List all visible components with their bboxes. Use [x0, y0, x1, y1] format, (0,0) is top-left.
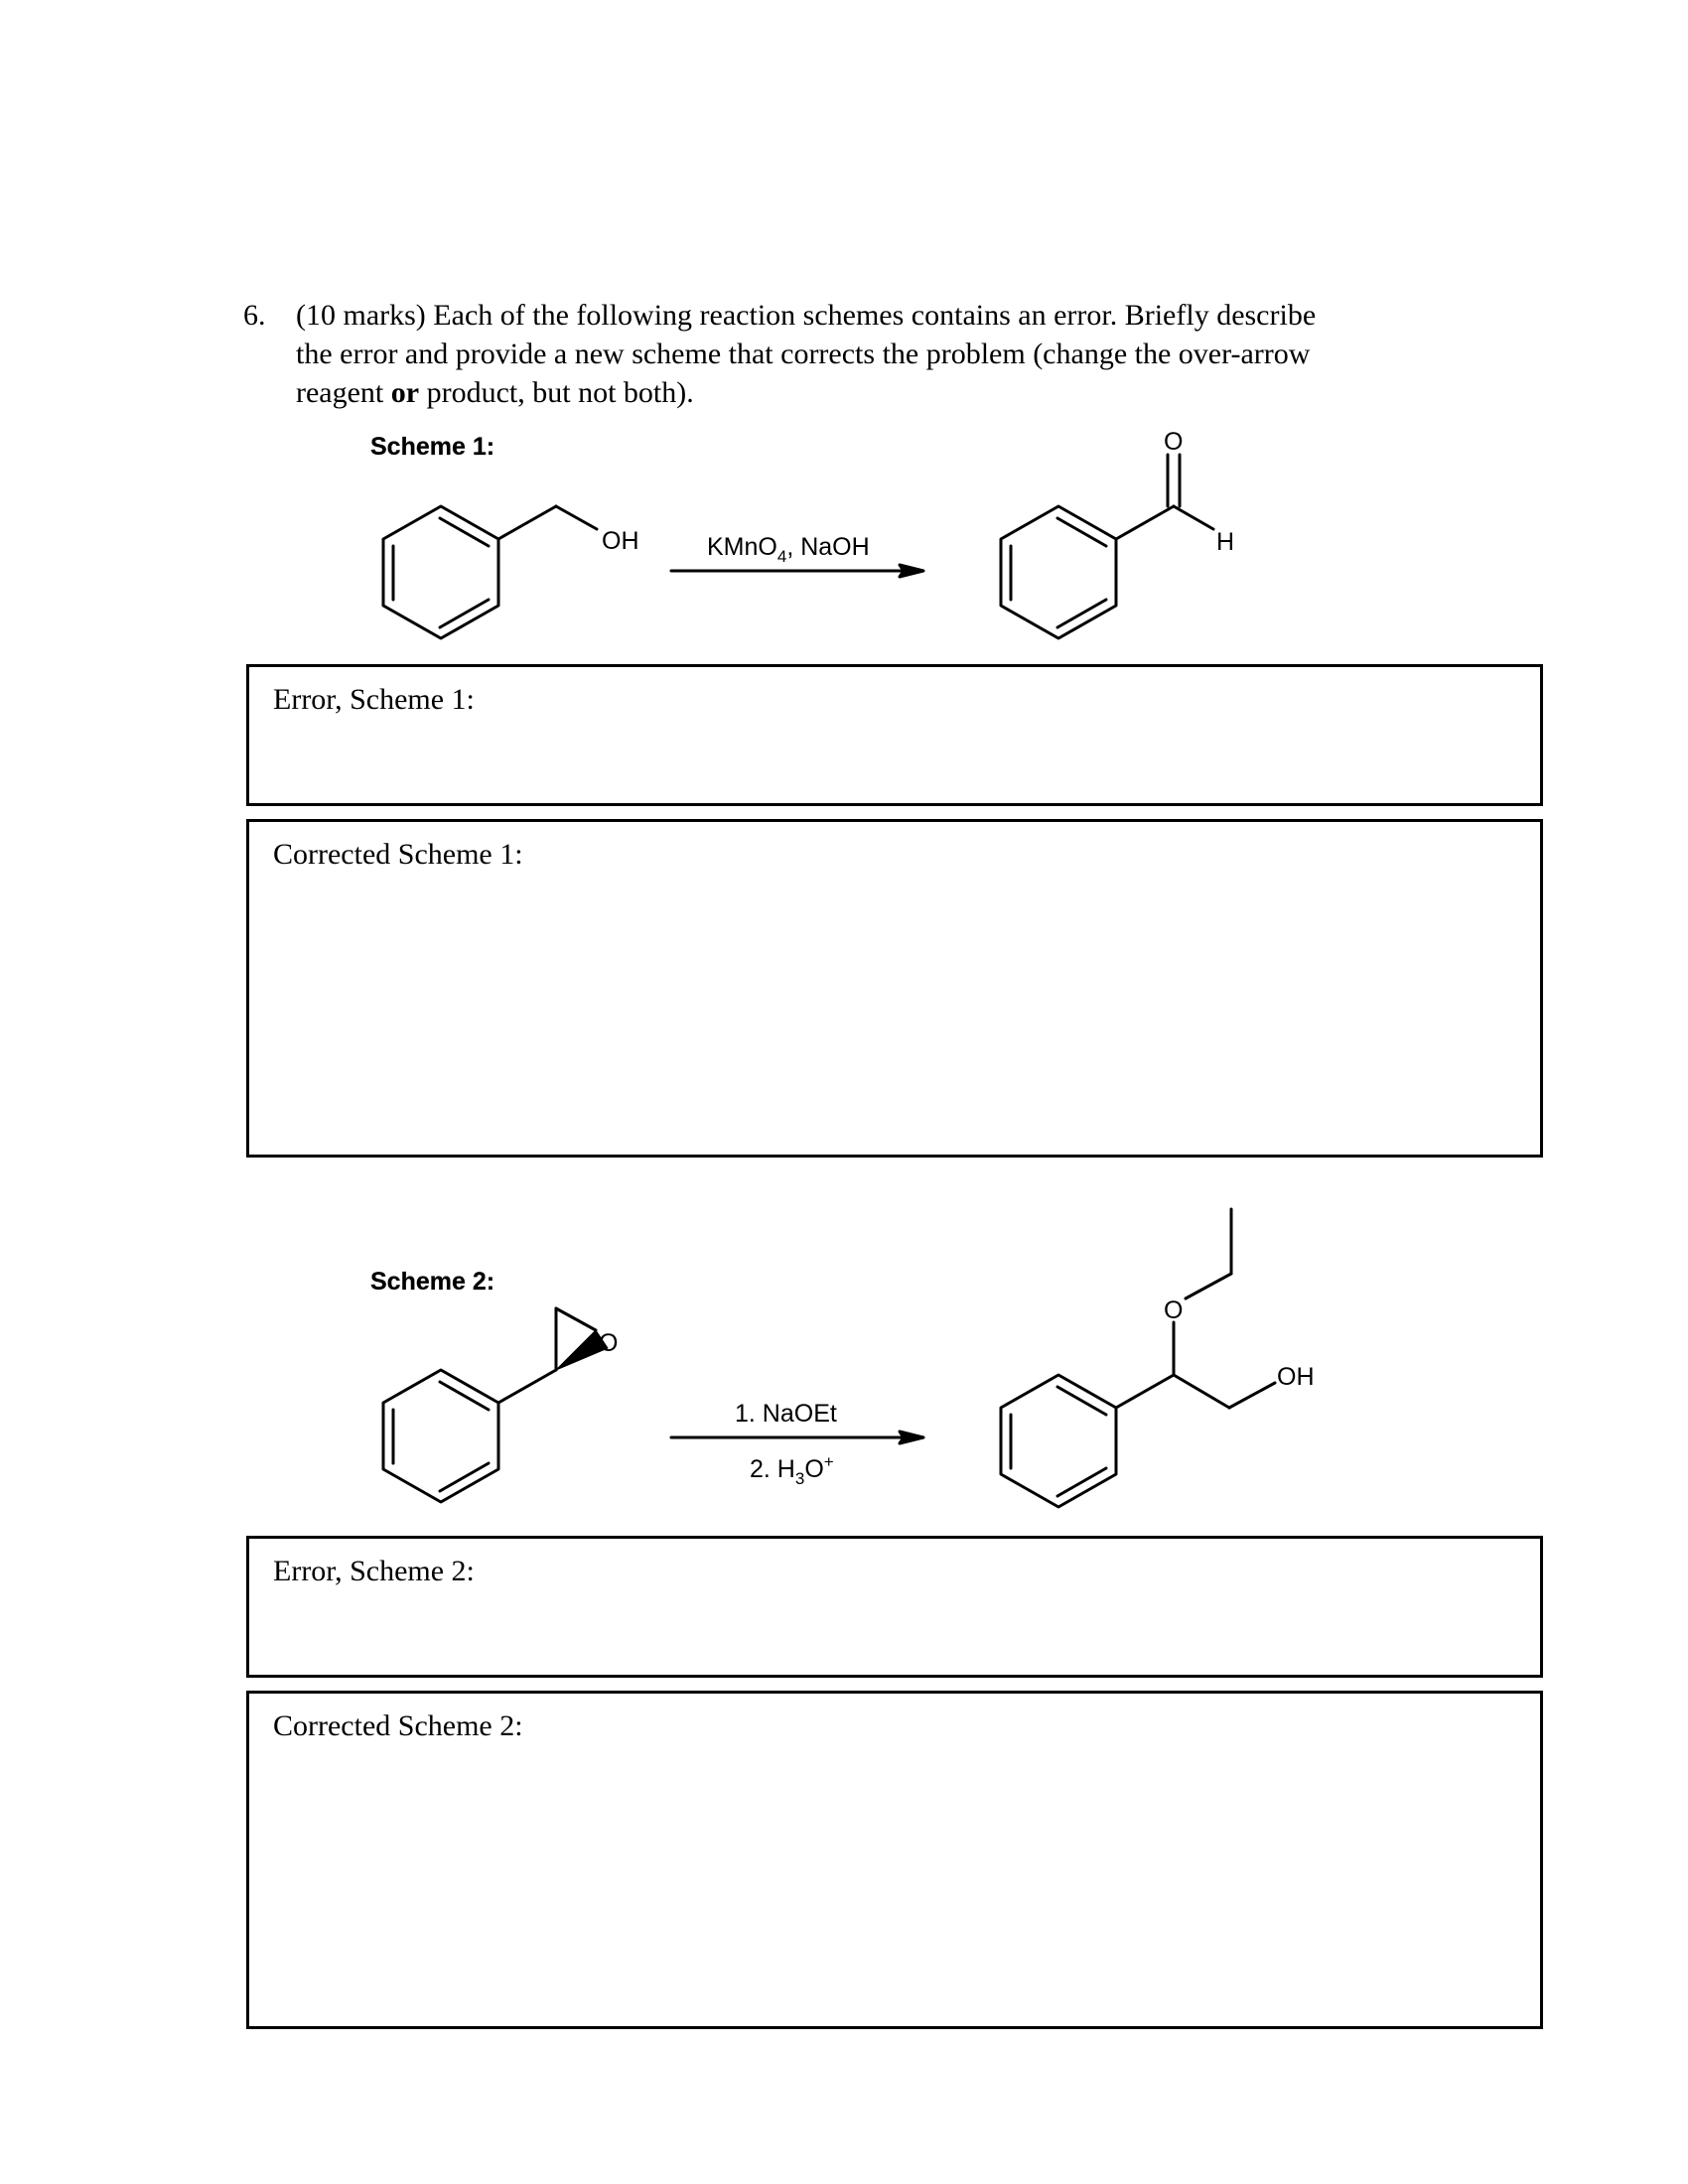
scheme-1-reaction-arrow [671, 565, 923, 577]
scheme-2-reactant-structure [383, 1308, 596, 1502]
error-scheme-1-label: Error, Scheme 1: [273, 683, 475, 716]
scheme-2-epoxide-oxygen: O [599, 1329, 619, 1357]
question-number: 6. [243, 299, 266, 332]
error-scheme-2-box[interactable] [246, 1536, 1543, 1678]
scheme-1-hydroxyl-label: OH [602, 527, 639, 555]
scheme-2-product-structure [1001, 1209, 1275, 1507]
scheme-1-product-structure [1001, 455, 1213, 638]
scheme-1-aldehyde-hydrogen: H [1216, 528, 1235, 556]
scheme-1-reactant-structure [383, 506, 597, 638]
scheme-2-step-2: 2. $H_3O^+$ [750, 1452, 834, 1488]
corrected-scheme-2-box[interactable] [246, 1691, 1543, 2029]
question-line-1: Each of the following reaction schemes contains an error. Briefly describe [433, 299, 1317, 332]
corrected-scheme-2-label: Corrected Scheme 2: [273, 1709, 523, 1742]
scheme-2-hydroxyl-label: OH [1277, 1363, 1315, 1391]
corrected-scheme-1-label: Corrected Scheme 1: [273, 838, 523, 871]
scheme-2-ether-oxygen: O [1164, 1297, 1184, 1324]
scheme-2-step-1: 1. NaOEt [735, 1400, 837, 1428]
error-scheme-2-label: Error, Scheme 2: [273, 1555, 475, 1587]
scheme-2-label: Scheme 2: [370, 1268, 495, 1296]
question-line-2: the error and provide a new scheme that corrects the problem (change the over-arrow [296, 338, 1311, 370]
question-line-3-bold: or [390, 376, 420, 409]
scheme-2-reaction-arrow [671, 1432, 923, 1443]
question-line-3-pre: reagent [296, 376, 391, 409]
scheme-1-carbonyl-oxygen: O [1164, 428, 1184, 456]
corrected-scheme-1-box[interactable] [246, 819, 1543, 1158]
question-line-3-post: product, but not both). [419, 376, 694, 409]
scheme-1-reagent: KMnO$_4$, NaOH [707, 533, 870, 566]
error-scheme-1-box[interactable] [246, 664, 1543, 806]
question-marks: (10 marks) [296, 299, 426, 332]
scheme-1-label: Scheme 1: [370, 433, 495, 461]
